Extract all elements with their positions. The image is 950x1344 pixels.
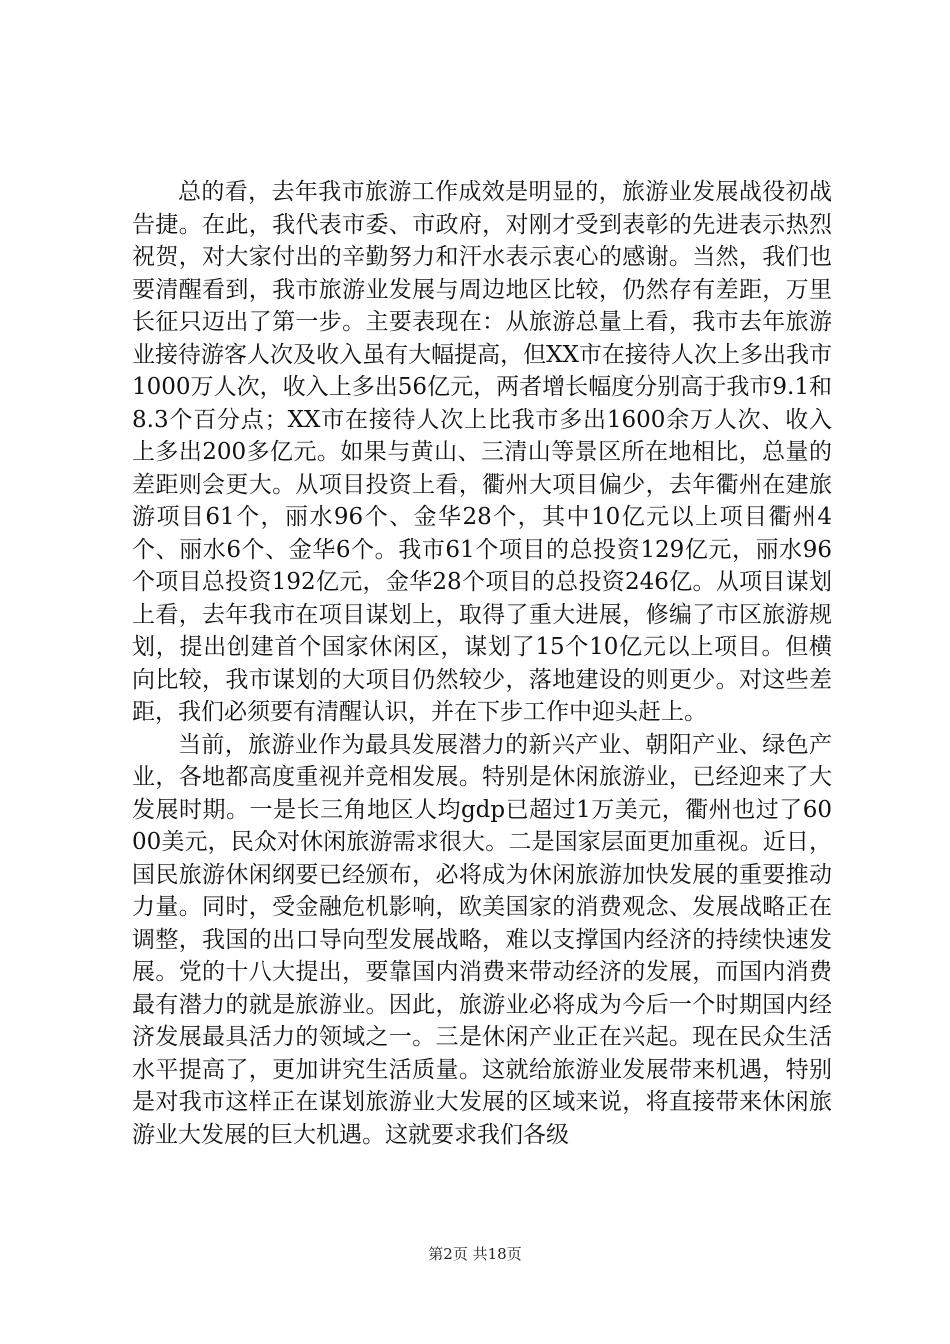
document-body <box>132 176 832 1151</box>
paragraph-1: 总的看，去年我市旅游工作成效是明显的，旅游业发展战役初战告捷。在此，我代表市委、市政府，对刚才受到表彰的先进表示热烈祝贺，对大家付出的辛勤努力和汗水表示衷心的感谢。当然，我们也要清醒看到，我市旅游业发展与周边地区比较，仍然存有差距，万里长征只迈出了第一步。主要表现在：从旅游总量上看，我市去年旅游业接待游客人次及收入虽有大幅提高，但XX市在接待人次上多出我市1000万人次，收入上多出56亿元，两者增长幅度分别高于我市9.1和8.3个百分点；XX市在接待人次上比我市多出1600余万人次、收入上多出200多亿元。如果与黄山、三清山等景区所在地相比，总量的差距则会更大。从项目投资上看，衢州大项目偏少，去年衢州在建旅游项目61个，丽水96个、金华28个，其中10亿元以上项目衢州4个、丽水6个、金华6个。我市61个项目的总投资129亿元，丽水96个项目总投资192亿元，金华28个项目的总投资246亿。从项目谋划上看，去年我市在项目谋划上，取得了重大进展，修编了市区旅游规划，提出创建首个国家休闲区，谋划了15个10亿元以上项目。但横向比较，我市谋划的大项目仍然较少，落地建设的则更少。对这些差距，我们必须要有清醒认识，并在下步工作中迎头赶上。 <box>132 179 832 725</box>
paragraph-2: 当前，旅游业作为最具发展潜力的新兴产业、朝阳产业、绿色产业，各地都高度重视并竞相发展。特别是休闲旅游业，已经迎来了大发展时期。一是长三角地区人均gdp已超过1万美元，衢州也过了6000美元，民众对休闲旅游需求很大。二是国家层面更加重视。近日，国民旅游休闲纲要已经颁布，必将成为休闲旅游加快发展的重要推动力量。同时，受金融危机影响，欧美国家的消费观念、发展战略正在调整，我国的出口导向型发展战略，难以支撑国内经济的持续快速发展。党的十八大提出，要靠国内消费来带动经济的发展，而国内消费最有潜力的就是旅游业。因此，旅游业必将成为今后一个时期国内经济发展最具活力的领域之一。三是休闲产业正在兴起。现在民众生活水平提高了，更加讲究生活质量。这就给旅游业发展带来机遇，特别是对我市这样正在谋划旅游业大发展的区域来说，将直接带来休闲旅游业大发展的巨大机遇。这就要求我们各级 <box>132 731 832 1148</box>
page-footer: 第2页 共18页 <box>428 1245 522 1263</box>
